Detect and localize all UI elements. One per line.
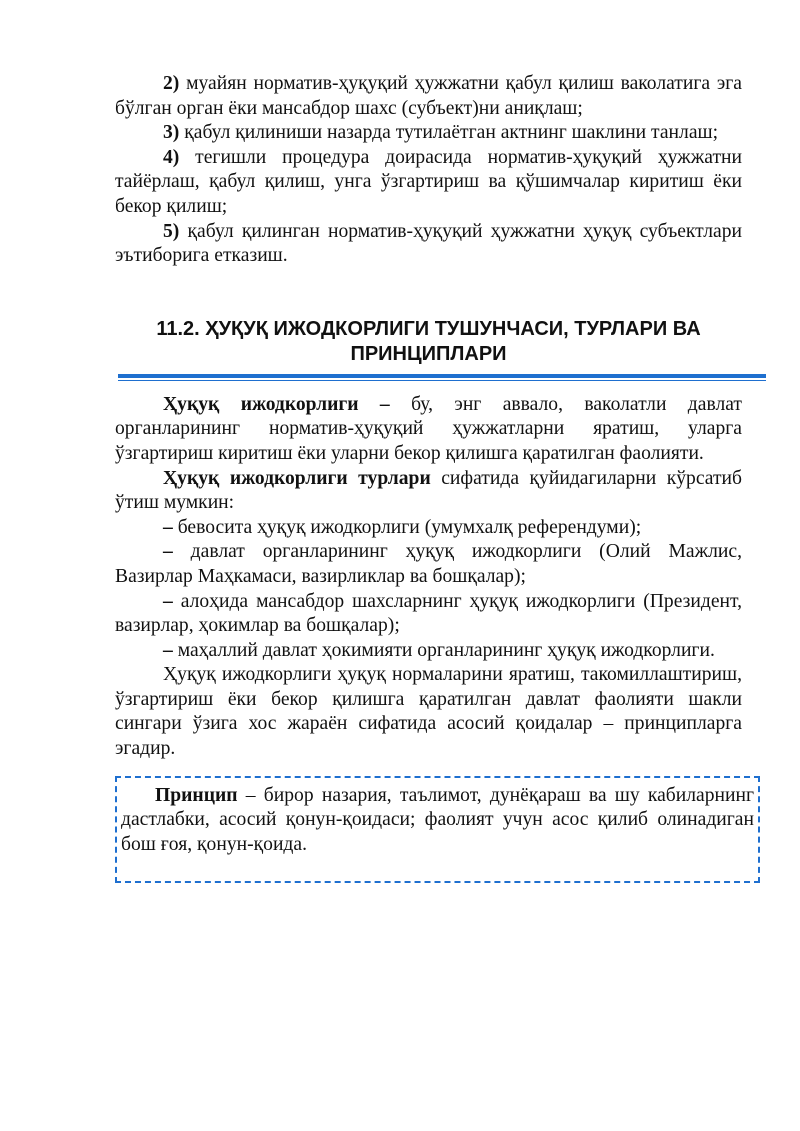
type-item-text: давлат органларининг ҳуқуқ ижодкорлиги (Олий Мажлис, Вазирлар Маҳкамаси, вазирликлар ва бошқалар); xyxy=(115,541,742,587)
list-text: қабул қилинган норматив-ҳуқуқий ҳужжатни ҳуқуқ субъектлари эътиборига етказиш. xyxy=(115,220,742,267)
list-item-3 xyxy=(115,121,742,146)
definition-text: бу, энг аввало, ваколатли давлат органларининг норматив-ҳуқуқий ҳужжатларни яратиш, уларга ўзгартириш киритиш ёки уларни бекор қилишга қаратилган фаолияти. xyxy=(115,393,742,464)
types-paragraph xyxy=(115,467,742,516)
principle-text: – бирор назария, таълимот, дунёқараш ва шу кабиларнинг дастлабки, асосий қонун-қоидаси; фаолият учун асос қилиб олинадиган бош ғоя, қонун-қоида. xyxy=(121,784,754,855)
dash-bullet: – xyxy=(163,516,173,538)
type-item-text: маҳаллий давлат ҳокимияти органларининг ҳуқуқ ижодкорлиги. xyxy=(172,639,715,661)
list-number: 2) xyxy=(163,73,180,94)
principles-paragraph: Ҳуқуқ ижодкорлиги ҳуқуқ нормаларини яратиш, такомиллаштириш, ўзгартириш ёки бекор қилишга қаратилган давлат фаолияти шакли сингари ўзига хос жараён сифатида асосий қоидалар – принципларга эгадир. xyxy=(115,664,742,760)
type-item-text: бевосита ҳуқуқ ижодкорлиги (умумхалқ референдуми); xyxy=(172,516,642,538)
principle-paragraph xyxy=(121,784,754,858)
list-text: тегишли процедура доирасида норматив-ҳуқуқий ҳужжатни тайёрлаш, қабул қилиш, унга ўзгартириш ва қўшимчалар киритиш ёки бекор қилиш; xyxy=(115,146,742,217)
underline-thick xyxy=(118,374,766,378)
definition-paragraph xyxy=(115,393,742,467)
list-text: муайян норматив-ҳуқуқий ҳужжатни қабул қилиш ваколатига эга бўлган орган ёки мансабдор шахс (субъект)ни аниқлаш; xyxy=(115,73,742,119)
underline-thin xyxy=(118,380,766,381)
types-term: Ҳуқуқ ижодкорлиги турлари xyxy=(163,467,431,489)
list-number: 5) xyxy=(163,220,180,242)
dash-bullet: – xyxy=(163,590,173,612)
document-page xyxy=(115,72,754,883)
type-item-text: алоҳида мансабдор шахсларнинг ҳуқуқ ижодкорлиги (Президент, вазирлар, ҳокимлар ва бошқалар); xyxy=(115,590,742,637)
definition-term: Ҳуқуқ ижодкорлиги – xyxy=(163,393,390,415)
type-item xyxy=(115,590,742,639)
definitions-block xyxy=(115,393,742,762)
principle-term: Принцип xyxy=(155,784,238,806)
list-number: 4) xyxy=(163,146,180,168)
types-text: сифатида қуйидагиларни кўрсатиб ўтиш мумкин: xyxy=(115,467,742,514)
principle-definition-box xyxy=(115,776,760,884)
type-item xyxy=(115,540,742,589)
heading-underline xyxy=(118,374,766,381)
list-item-5 xyxy=(115,220,742,269)
type-item xyxy=(115,516,742,541)
type-item xyxy=(115,639,742,664)
dash-bullet: – xyxy=(163,541,173,563)
list-item-4 xyxy=(115,146,742,220)
list-text: қабул қилиниши назарда тутилаётган актнинг шаклини танлаш; xyxy=(179,122,719,144)
list-number: 3) xyxy=(163,122,180,144)
section-title-line1: 11.2. ҲУҚУҚ ИЖОДКОРЛИГИ ТУШУНЧАСИ, ТУРЛАРИ ВА xyxy=(156,317,701,340)
dash-bullet: – xyxy=(163,639,173,661)
list-item-2 xyxy=(115,72,742,121)
section-heading xyxy=(115,317,742,367)
section-title-line2: ПРИНЦИПЛАРИ xyxy=(350,342,507,365)
